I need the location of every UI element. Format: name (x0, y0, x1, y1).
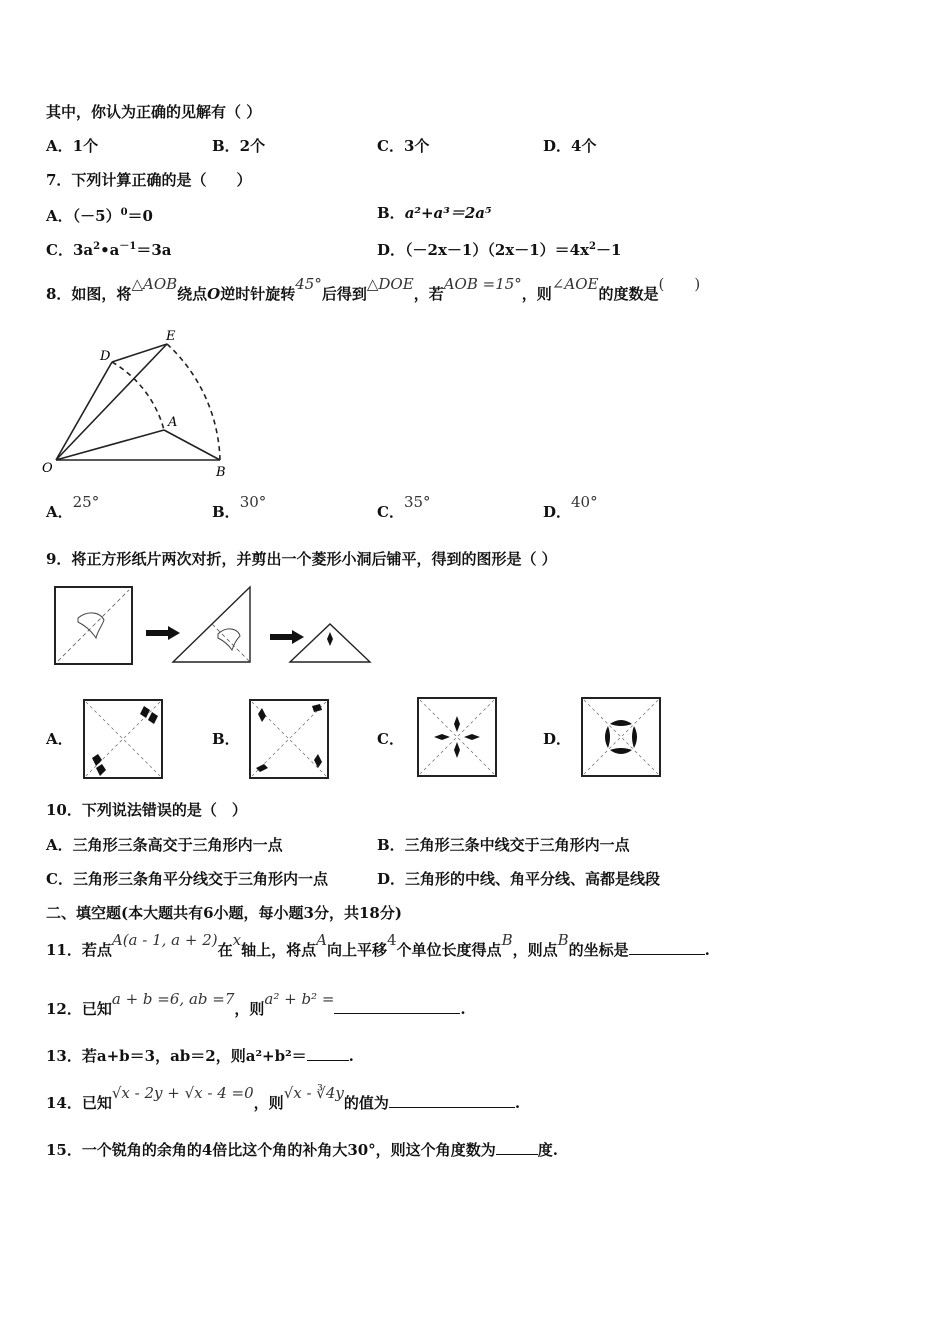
q8-p4: 后得到 (321, 285, 367, 303)
label-e: E (166, 329, 176, 344)
q7-d-end: －1 (596, 241, 622, 259)
q12-stem (46, 990, 466, 1019)
q6-stem: 其中，你认为正确的见解有（ ） (46, 103, 262, 121)
q11-p3: 轴上，将点 (241, 941, 317, 959)
q8-a-value: 25° (72, 493, 100, 511)
q11-m6: B (557, 931, 569, 949)
q12-m2: a² + b² = (264, 990, 335, 1008)
q14-answer-blank[interactable] (389, 1093, 515, 1108)
fold-arrow-icon-2 (218, 629, 240, 650)
q7-c-label: C． (46, 241, 73, 259)
q15-unit: 度. (537, 1141, 558, 1159)
q7-b-text: a²+a³＝2a⁵ (404, 204, 492, 222)
q7-c-mid: •a (100, 241, 120, 259)
q12-p2: ，则 (234, 1000, 265, 1018)
q7-a-sup: 0 (120, 207, 128, 218)
fold-line-2 (212, 624, 250, 662)
q9-option-c[interactable]: C． (377, 730, 404, 748)
q10-option-c[interactable]: C．三角形三条角平分线交于三角形内一点 (46, 870, 328, 888)
q8-option-b[interactable] (212, 493, 267, 522)
q11-p6: ，则点 (512, 941, 558, 959)
fold-arrow-icon (78, 613, 104, 638)
q10-option-b[interactable]: B．三角形三条中线交于三角形内一点 (377, 836, 630, 854)
q15-stem (46, 1140, 558, 1160)
q7-d-label: D． (377, 241, 406, 259)
q6-option-a[interactable]: A．1个 (46, 137, 99, 155)
q8-point-o: O (207, 285, 221, 303)
label-a: A (168, 415, 178, 430)
q14-stem (46, 1084, 521, 1113)
q11-m3: A (316, 931, 327, 949)
q7-c-pre: 3a (72, 241, 94, 259)
q8-p6: ，则 (521, 285, 552, 303)
q7-a-text: （－5） (72, 207, 121, 225)
q7-option-c[interactable] (46, 237, 172, 260)
q13-text: 13．若a+b＝3，ab＝2，则a²+b²＝ (46, 1047, 307, 1065)
q10-option-d[interactable]: D．三角形的中线、角平分线、高都是线段 (377, 870, 661, 888)
q11-p5: 个单位长度得点 (396, 941, 502, 959)
q8-option-d[interactable] (543, 493, 598, 522)
q14-p2: ，则 (253, 1094, 284, 1112)
q8-rotation-figure (40, 322, 240, 482)
section-2-title: 二、填空题(本大题共有6小题，每小题3分，共18分) (46, 904, 402, 922)
q9-option-d[interactable]: D． (543, 730, 572, 748)
q9-option-a[interactable]: A． (46, 730, 73, 748)
q12-p1: 12．已知 (46, 1000, 112, 1018)
q8-p2: 绕点 (177, 285, 208, 303)
fold-line (58, 590, 129, 661)
label-b: B (216, 465, 226, 480)
q10-stem: 10．下列说法错误的是（ ） (46, 801, 247, 819)
q9-option-c-figure[interactable] (416, 696, 498, 778)
q7-stem: 7．下列计算正确的是（ ） (46, 171, 252, 189)
q11-stem (46, 931, 710, 960)
q6-option-c[interactable]: C．3个 (377, 137, 430, 155)
q8-option-c[interactable] (377, 493, 431, 522)
segment-oe (56, 344, 167, 460)
q8-m5: ∠AOE (551, 275, 599, 293)
q8-stem (46, 275, 701, 304)
q7-c-sup1: 2 (93, 241, 101, 252)
q12-answer-blank[interactable] (334, 999, 460, 1014)
arc-eb (167, 344, 220, 460)
q7-c-end: ＝3a (136, 241, 172, 259)
label-o: O (42, 461, 53, 476)
q14-m2: √x - ∛4y (283, 1084, 344, 1102)
q8-m2: 45° (295, 275, 322, 293)
q8-d-label: D． (543, 503, 572, 521)
q13-stem (46, 1046, 354, 1066)
q8-c-value: 35° (403, 493, 431, 511)
q15-answer-blank[interactable] (496, 1140, 538, 1155)
q7-d-sup: 2 (589, 241, 596, 252)
q8-p7: 的度数是 (598, 285, 659, 303)
q6-option-b[interactable]: B．2个 (212, 137, 266, 155)
q7-option-d[interactable] (377, 237, 621, 260)
segment-oa (56, 430, 164, 460)
q14-p3: 的值为 (343, 1094, 389, 1112)
q8-b-label: B． (212, 503, 240, 521)
q11-p7: 的坐标是 (568, 941, 629, 959)
q8-m1: △AOB (131, 275, 178, 293)
arc-da (112, 362, 164, 430)
q12-end: . (460, 1000, 466, 1018)
q15-text: 15．一个锐角的余角的4倍比这个角的补角大30°，则这个角度数为 (46, 1141, 496, 1159)
q11-m5: B (501, 931, 513, 949)
q11-answer-blank[interactable] (629, 940, 705, 955)
q9-option-b[interactable]: B． (212, 730, 240, 748)
q14-p1: 14．已知 (46, 1094, 112, 1112)
q8-paren: ( ) (658, 275, 701, 293)
q11-p4: 向上平移 (326, 941, 387, 959)
q7-b-label: B． (377, 204, 405, 222)
q7-a-label: A． (46, 207, 73, 225)
q7-a-end: ＝0 (127, 207, 153, 225)
q11-end: . (704, 941, 710, 959)
arrow-right-icon-2 (270, 630, 304, 644)
q12-m1: a + b =6, ab =7 (111, 990, 235, 1008)
arrow-right-icon (146, 626, 180, 640)
q11-m4: 4 (387, 931, 397, 949)
q8-d-value: 40° (571, 493, 598, 511)
q8-c-label: C． (377, 503, 404, 521)
q11-p1: 11．若点 (46, 941, 112, 959)
q8-p5: ，若 (413, 285, 444, 303)
q7-option-b[interactable] (377, 203, 492, 223)
q9-option-b-figure[interactable] (248, 698, 330, 780)
q11-p2: 在 (217, 941, 233, 959)
q8-p1: 8．如图，将 (46, 285, 132, 303)
q11-m2: x (232, 931, 242, 949)
q8-p3: 逆时针旋转 (220, 285, 296, 303)
q8-m3: △DOE (366, 275, 414, 293)
q8-b-value: 30° (239, 493, 267, 511)
q11-m1: A(a - 1, a + 2) (111, 931, 218, 949)
q8-m4: AOB =15° (443, 275, 522, 293)
q8-a-label: A． (46, 503, 73, 521)
q9-option-d-figure[interactable] (580, 696, 662, 778)
q8-option-a[interactable] (46, 493, 100, 522)
q9-option-a-figure[interactable] (82, 698, 164, 780)
q13-end: . (348, 1047, 354, 1065)
rhombus-hole (327, 632, 333, 646)
q13-answer-blank[interactable] (307, 1046, 349, 1061)
q10-option-a[interactable]: A．三角形三条高交于三角形内一点 (46, 836, 283, 854)
q7-c-sup2: －1 (119, 241, 137, 252)
q6-option-d[interactable]: D．4个 (543, 137, 597, 155)
segment-ab (164, 430, 220, 460)
label-d: D (100, 349, 111, 364)
q14-end: . (514, 1094, 521, 1112)
q14-m1: √x - 2y + √x - 4 =0 (111, 1084, 254, 1102)
q7-d-text: （－2x－1）（2x－1）＝4x (405, 241, 590, 259)
q7-option-a[interactable] (46, 203, 153, 226)
q9-stem: 9．将正方形纸片两次对折，并剪出一个菱形小洞后铺平，得到的图形是（ ） (46, 550, 557, 568)
q9-folding-steps-figure (50, 582, 380, 670)
